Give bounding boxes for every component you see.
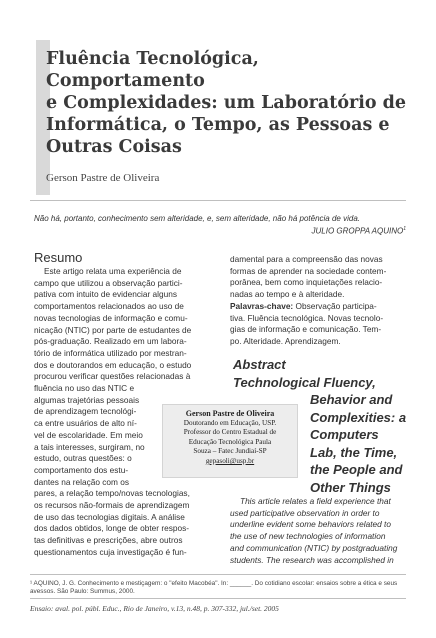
text-line: dantes na relação com os xyxy=(34,476,130,487)
text-line: de uso das tecnologias digitais. A análise xyxy=(34,511,185,522)
author-box-name: Gerson Pastre de Oliveira xyxy=(185,409,275,418)
keywords-text: Observação participa- xyxy=(293,300,377,311)
footnote-divider xyxy=(30,574,406,575)
abstract-heading-line: Other Things xyxy=(310,479,391,495)
author-box-line: Doutorando em Educação, USP. xyxy=(183,418,277,427)
title-line: Outras Coisas xyxy=(46,137,182,157)
abstract-heading-line: the People and xyxy=(310,462,403,477)
text-line: the use of new technologies of information xyxy=(230,531,386,542)
text-line: Este artigo relata uma experiência de xyxy=(44,266,182,276)
text-line: questionamentos cuja investigação é fun- xyxy=(34,546,187,557)
text-line: tiva. Fluência tecnológica. Novas tecnolo- xyxy=(230,312,384,323)
text-line: procurou verificar questões relacionadas à xyxy=(34,371,191,382)
text-line: ca entre usuários de alto ní- xyxy=(34,418,137,429)
text-line: formas de aprender na sociedade contem- xyxy=(230,265,387,276)
text-line: tas definitivas e prescrições, abre outros xyxy=(34,535,183,546)
text-line: comportamentos relacionados ao uso de xyxy=(34,301,184,312)
divider xyxy=(30,200,406,201)
resumo-body-continued xyxy=(230,254,406,348)
abstract-heading-line: Computers xyxy=(310,427,379,442)
title-line: Informática, o Tempo, as Pessoas e xyxy=(46,115,390,135)
footnote xyxy=(30,580,410,596)
text-line: fluência no uso das NTIC e xyxy=(34,383,135,394)
abstract-heading-line: Technological Fluency, xyxy=(233,374,376,390)
text-line: damental para a compreensão das novas xyxy=(230,254,383,264)
text-line: estudo, outras questões: o xyxy=(34,453,132,464)
text-line: novas tecnologias de informação e comu- xyxy=(34,312,188,323)
abstract-heading-line: Lab, the Time, xyxy=(310,444,398,460)
abstract-heading-line: Complexities: a xyxy=(310,409,407,425)
text-line: dos dados obtidos, longe de obter respos- xyxy=(34,523,189,534)
keywords xyxy=(230,301,406,313)
abstract-heading xyxy=(233,356,376,391)
abstract-body xyxy=(230,496,408,566)
footnote-mark: 1 xyxy=(403,226,406,232)
text-line: pativa com intuito de evidenciar alguns xyxy=(34,289,177,300)
epigraph-author: JULIO GROPPA AQUINO xyxy=(311,226,404,236)
article-title xyxy=(46,48,406,158)
author-box-line: Souza – Fatec Jundiaí-SP xyxy=(193,447,267,456)
text-line: comportamento dos estu- xyxy=(34,464,129,475)
abstract-heading-line: Abstract xyxy=(233,357,286,372)
author-name: Gerson Pastre de Oliveira xyxy=(46,172,160,184)
text-line: This article relates a field experience that xyxy=(240,496,391,506)
author-box-line: Educação Tecnológica Paula xyxy=(188,437,272,446)
text-line: porânea, bem como inquietações relacio- xyxy=(230,277,383,288)
text-line: pós-graduação. Realizado em um labora- xyxy=(34,336,187,347)
footnote-line: avessos. São Paulo: Summus, 2000. xyxy=(30,588,135,595)
abstract-heading-line: Behavior and xyxy=(310,392,393,407)
title-line: e Complexidades: um Laboratório de xyxy=(46,93,406,113)
text-line: dos e doutorandos em educação, o estudo xyxy=(34,359,192,370)
text-line: os recursos não-formais de aprendizagem xyxy=(34,500,190,511)
journal-citation: Ensaio: aval. pol. públ. Educ., Rio de Janeiro, v.13, n.48, p. 307-332, jul./set. 2005 xyxy=(30,604,279,613)
text-line: nicação (NTIC) por parte de estudantes de xyxy=(34,324,192,335)
text-line: underline evident some behaviors related to xyxy=(230,519,391,530)
epigraph-quote: Não há, portanto, conhecimento sem alteridade, e, sem alteridade, não há potência de vida. xyxy=(34,214,360,223)
text-line: de aprendizagem tecnológi- xyxy=(34,406,137,417)
text-line: tório de informática utilizado por mestran- xyxy=(34,347,187,358)
text-line: used participative observation in order to xyxy=(230,507,380,518)
text-line: campo que utilizou a observação partici- xyxy=(34,277,183,288)
text-line: algumas trajetórias pessoais xyxy=(34,394,140,405)
title-line: Fluência Tecnológica, Comportamento xyxy=(46,49,259,91)
text-line: and communication (NTIC) by postgraduating xyxy=(230,542,398,553)
text-line: vel de escolaridade. Em meio xyxy=(34,429,143,440)
abstract-title-continued xyxy=(310,391,406,496)
text-line: gias de informação e comunicação. Tem- xyxy=(230,324,382,335)
author-box-line: Professor do Centro Estadual de xyxy=(183,428,277,437)
epigraph-attribution xyxy=(312,226,407,236)
journal-divider xyxy=(30,598,406,599)
text-line: students. The research was accomplished in xyxy=(230,554,394,565)
footnote-line: ¹ AQUINO, J. G. Conhecimento e mestiçagem: o "efeito Macobéa". In: ______. Do cotidiano escolar: ensaios sobre a ética e seus xyxy=(30,580,398,587)
text-line: po. Alteridade. Aprendizagem. xyxy=(230,335,341,346)
author-email-link[interactable]: gepasoli@usp.br xyxy=(205,456,255,465)
text-line: pares, a relação tempo/novas tecnologias, xyxy=(34,488,190,499)
keywords-label: Palavras-chave: xyxy=(230,300,294,311)
resumo-heading: Resumo xyxy=(34,250,83,265)
text-line: a tais interesses, surgiram, no xyxy=(34,441,145,452)
author-info-box xyxy=(162,404,298,478)
text-line: nadas ao tempo e à alteridade. xyxy=(230,289,345,300)
